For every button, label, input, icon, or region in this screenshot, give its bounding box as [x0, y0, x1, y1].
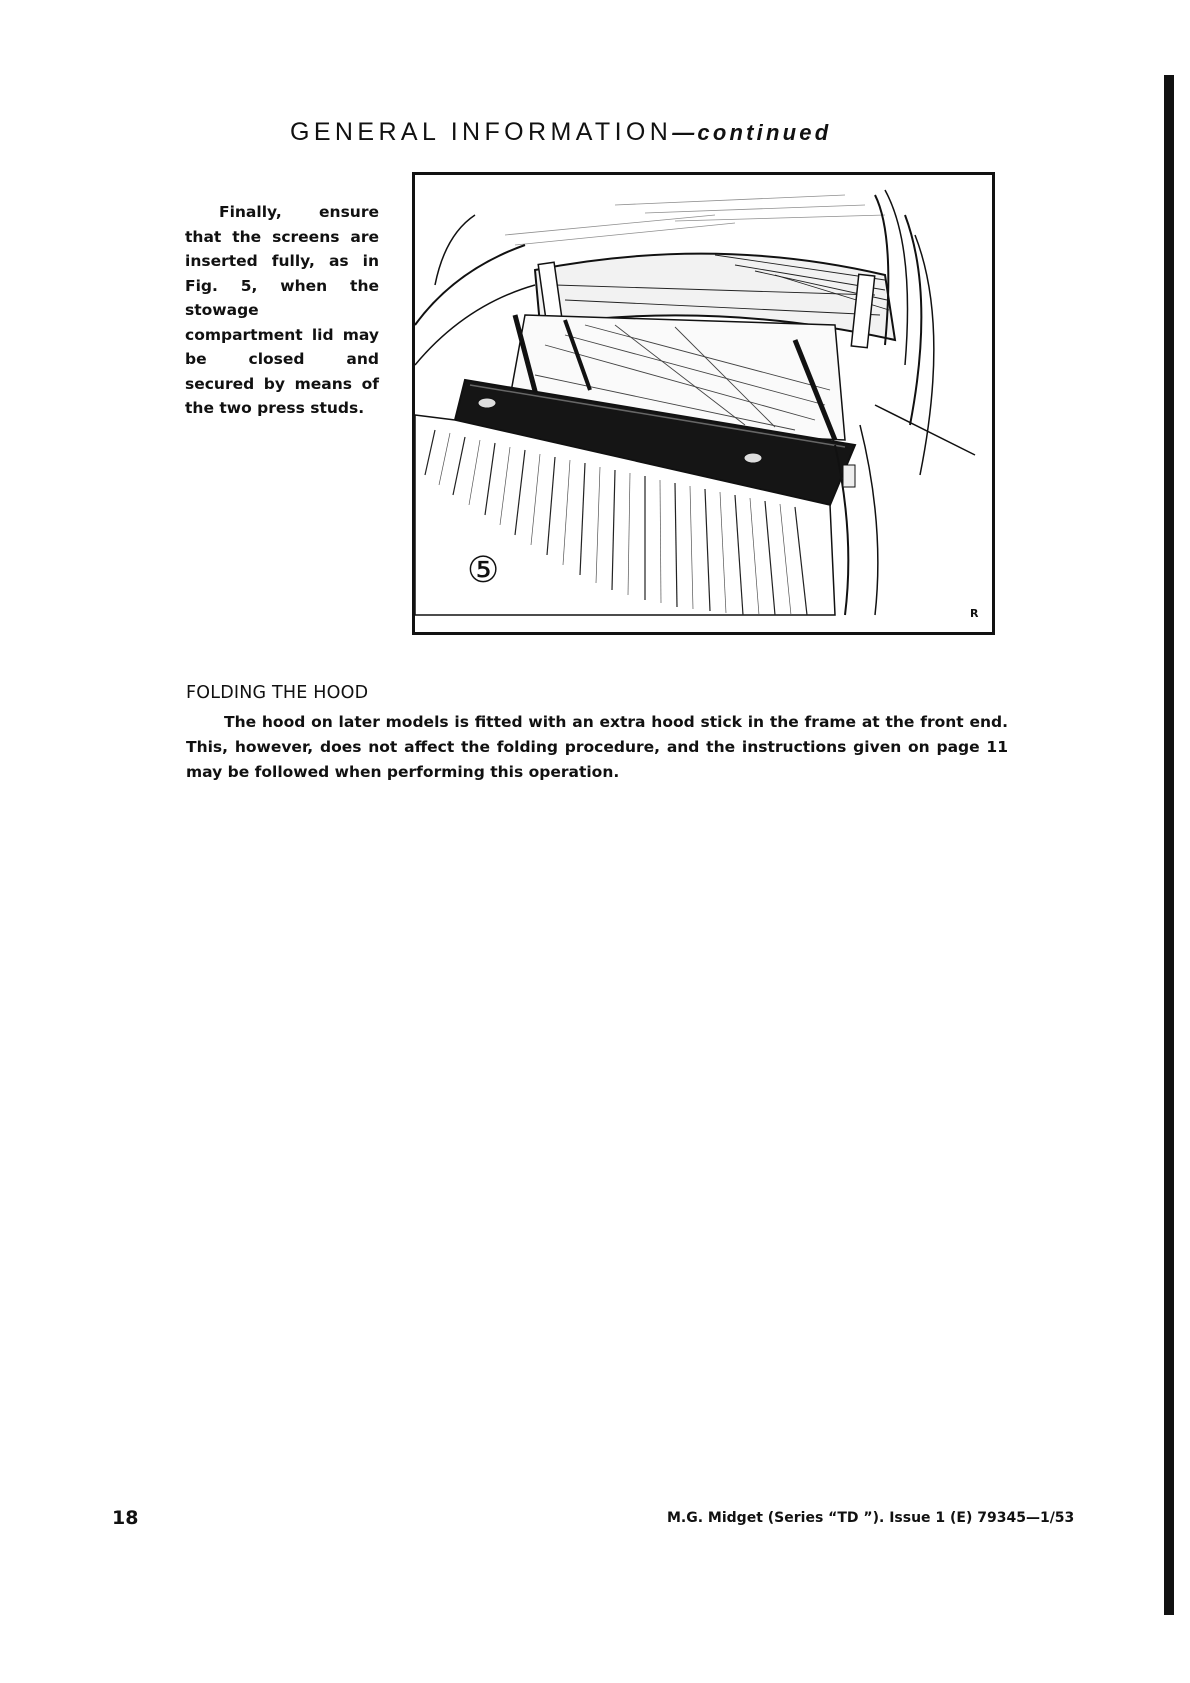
title-continued: —continued	[672, 120, 832, 145]
folded-hood-illustration	[415, 175, 992, 632]
figure-label: ⑤	[467, 550, 500, 591]
page-number: 18	[112, 1507, 139, 1529]
page-title: GENERAL INFORMATION—continued	[290, 118, 832, 146]
publication-footer: M.G. Midget (Series “TD ”). Issue 1 (E) 79345—1/53	[667, 1510, 1075, 1526]
section-heading: FOLDING THE HOOD	[186, 683, 369, 703]
intro-paragraph: Finally, ensure that the screens are inserted fully, as in Fig. 5, when the stowage compartment lid may be closed and secured by means of the two press studs.	[185, 203, 379, 417]
section-body: The hood on later models is fitted with an extra hood stick in the frame at the front end. This, however, does not affect the folding procedure, and the instructions given on page 11 may be followed when performing this operation.	[186, 713, 1008, 781]
figure-signature: R	[970, 607, 979, 620]
page-edge-bar	[1164, 75, 1174, 1615]
figure-5	[412, 172, 995, 635]
